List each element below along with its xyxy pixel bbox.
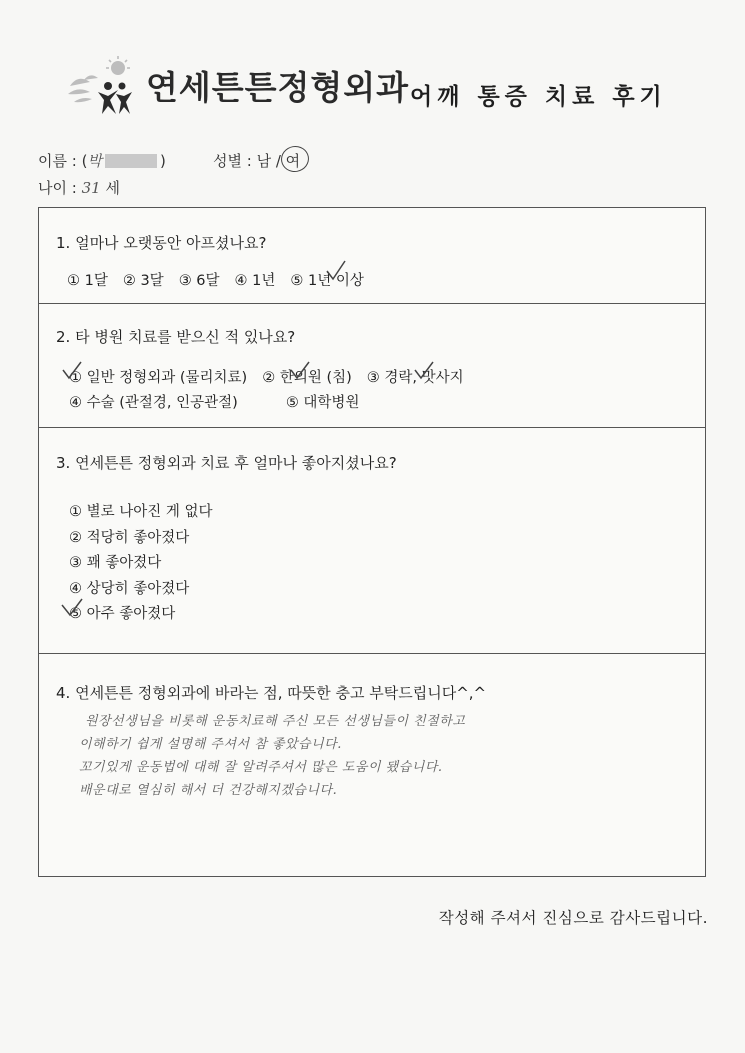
sun-figure-logo-icon — [64, 56, 142, 116]
q2-checkmark-3-icon — [413, 360, 435, 382]
q3-option-4: ④ 상당히 좋아졌다 — [69, 580, 190, 597]
clinic-logo — [64, 56, 410, 116]
age-label: 나이 : — [38, 179, 77, 197]
gender-label: 성별 : 남 / — [213, 152, 281, 170]
gender-selected: 여 — [285, 152, 301, 170]
q3-option-1: ① 별로 나아진 게 없다 — [69, 504, 213, 520]
question-1-text: 1. 얼마나 오랫동안 아프셨나요? — [56, 234, 267, 252]
q1-option-2: ② 3달 — [122, 273, 164, 289]
q3-option-5: ⑤ 아주 좋아졌다 — [69, 606, 176, 622]
q2-option-2: ② 한의원 (침) — [262, 370, 352, 386]
name-value: 박 — [87, 152, 102, 170]
question-2-options-row2 — [69, 391, 374, 412]
q1-option-4: ④ 1년 — [234, 273, 276, 289]
q2-option-1: ① 일반 정형외과 (물리치료) — [69, 370, 248, 386]
q3-option-3: ③ 꽤 좋아졌다 — [69, 555, 162, 571]
question-1-section — [39, 208, 705, 304]
footer-thanks: 작성해 주셔서 진심으로 감사드립니다. — [438, 909, 708, 927]
name-line — [38, 150, 166, 171]
survey-form — [38, 207, 706, 877]
q3-checkmark-icon — [61, 596, 83, 618]
logo-text: 연세튼튼정형외과 — [146, 68, 410, 107]
answer-line-3: 꼬기있게 운동법에 대해 잘 알려주셔서 많은 도움이 됐습니다. — [79, 760, 443, 775]
q1-checkmark-icon — [325, 260, 347, 282]
question-3-text: 3. 연세튼튼 정형외과 치료 후 얼마나 좋아지셨나요? — [56, 454, 397, 472]
question-4-handwritten-answer — [79, 710, 665, 802]
q2-option-3: ③ 경락, 맛사지 — [366, 370, 464, 386]
gender-line — [213, 150, 300, 171]
question-4-section — [39, 654, 705, 878]
answer-line-4: 배운대로 열심히 해서 더 건강해지겠습니다. — [79, 783, 338, 798]
q1-option-1: ① 1달 — [67, 273, 108, 289]
question-3-options — [69, 500, 213, 628]
q2-option-4: ④ 수술 (관절경, 인공관절) — [69, 395, 238, 411]
age-line — [38, 177, 120, 198]
name-label: 이름 : ( — [38, 152, 88, 170]
q2-checkmark-1-icon — [61, 360, 83, 382]
question-3-section — [39, 428, 705, 654]
answer-line-2: 이해하기 쉽게 설명해 주셔서 참 좋았습니다. — [79, 737, 342, 752]
document-title: 어깨 통증 치료 후기 — [410, 84, 667, 110]
q2-checkmark-2-icon — [289, 360, 311, 382]
answer-line-1: 원장선생님을 비롯해 운동치료해 주신 모든 선생님들이 친절하고 — [85, 714, 466, 729]
question-2-section — [39, 304, 705, 428]
question-4-text: 4. 연세튼튼 정형외과에 바라는 점, 따뜻한 충고 부탁드립니다^,^ — [56, 684, 487, 702]
age-value: 31 — [81, 179, 101, 197]
question-2-text: 2. 타 병원 치료를 받으신 적 있나요? — [56, 328, 296, 346]
name-close: ) — [159, 152, 166, 170]
q1-option-3: ③ 6달 — [178, 273, 220, 289]
name-redaction — [105, 154, 157, 168]
age-unit: 세 — [105, 179, 120, 197]
q2-option-5: ⑤ 대학병원 — [285, 395, 360, 411]
q3-option-2: ② 적당히 좋아졌다 — [69, 529, 190, 546]
q1-option-5: ⑤ 1년 이상 — [290, 273, 364, 289]
